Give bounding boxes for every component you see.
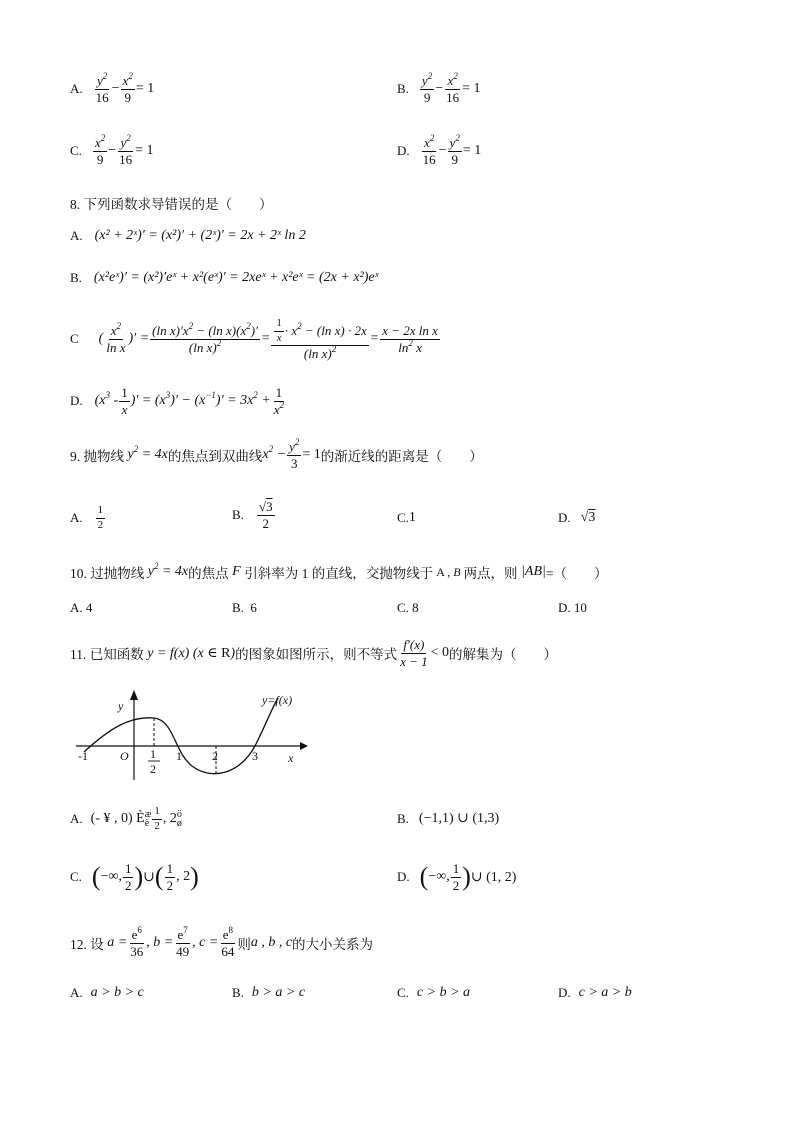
q7-option-b[interactable]: B. $\frac{y^2}{9}$ − $\frac{x^2}{16}$ = 1 [397, 71, 481, 105]
q10-option-c[interactable] [397, 600, 419, 616]
option-label: B. [232, 507, 244, 523]
y-axis-label: y [118, 699, 124, 713]
q10-option-a[interactable] [70, 600, 92, 616]
fraction: $\frac{y^2}{9}$ [421, 71, 433, 105]
equation-rhs: = 1 [135, 81, 155, 97]
equation-rhs: = 1 [462, 143, 482, 159]
q8-stem: 8. 下列函数求导错误的是（ ） [70, 197, 273, 212]
garbled-interval: (- ¥ , 0) È [90, 811, 145, 827]
q10-stem: 10. 过抛物线 $y^2 = 4x$ 的焦点 F 引斜率为 1 的直线，交抛物线于 A , B 两点，则 |AB| =（ ） [70, 561, 608, 581]
q9-stem: 9. 抛物线 $y^2 = 4x$ 的焦点到双曲线 $x^2$ − $\frac{y^2}{3}$ = 1 的渐近线的距离是（ ） [70, 437, 483, 471]
q9-option-d[interactable] [558, 510, 595, 526]
option-label: D. [558, 985, 571, 1000]
option-value: √3 [580, 510, 596, 525]
q7-option-d[interactable]: D. $\frac{x^2}{16}$ − $\frac{y^2}{9}$ = 1 [397, 133, 482, 167]
option-value: b > a > c [251, 985, 306, 1000]
tick-half-den: 2 [150, 762, 156, 776]
q12-option-b[interactable] [232, 984, 305, 1002]
option-label: C. [70, 869, 82, 885]
option-label: B. [232, 600, 244, 615]
q11-option-d[interactable]: D. ( −∞, $\frac{1}{2}$ ) ∪ (1, 2) [397, 861, 517, 893]
q8-option-a[interactable] [70, 228, 306, 244]
fraction: $\frac{e^7}{49}$ [176, 925, 190, 959]
option-value: c > a > b [578, 985, 632, 1000]
option-label: A. [70, 81, 83, 97]
fraction: $\frac{y^2}{16}$ [95, 71, 109, 105]
option-label: B. [70, 270, 82, 285]
derivative-expression: (x² + 2ˣ)′ = (x²)′ + (2ˣ)′ = 2x + 2ˣ ln 2 [94, 228, 306, 243]
fraction-root3-over-2: $\frac{√3}{2}$ [258, 499, 273, 531]
q8-option-d[interactable]: D. ($x^3$ - $\frac{1}{x}$ )′ = $(x^3)' - (x^{-1})' = 3x^2$ + $\frac{1}{x^2}$ [70, 385, 285, 417]
fraction: $\frac{\text{x − 2x ln x}}{\ln^2 x}$ [382, 323, 438, 355]
option-label: D. [70, 393, 83, 409]
option-label: D. [397, 869, 410, 885]
q7-option-c[interactable]: C. $\frac{x^2}{9}$ − $\frac{y^2}{16}$ = 1 [70, 133, 154, 167]
option-label: D. [558, 510, 571, 525]
fraction: $\frac{x^2}{9}$ [122, 71, 133, 105]
option-label: C. [397, 985, 409, 1000]
tick-1: 1 [176, 749, 182, 763]
option-label: C. [397, 510, 409, 525]
tick-neg1: -1 [78, 749, 88, 763]
fraction: $\frac{(\ln x)'x^2 - (\ln x)(x^2)'}{(\ln x)^2}$ [152, 321, 258, 355]
fraction-half: $\frac{1}{2}$ [97, 504, 104, 531]
fraction: $\frac{x^2}{9}$ [94, 133, 106, 167]
option-label: D. [558, 600, 571, 615]
option-value: 10 [573, 600, 587, 615]
tick-half-num: 1 [150, 747, 156, 761]
fraction: $\frac{e^8}{64}$ [221, 925, 235, 959]
q10-option-b[interactable] [232, 600, 257, 616]
option-label: B. [397, 81, 409, 97]
fraction: $\frac{x^2}{\text{ln x}}$ [106, 321, 126, 355]
q12-option-c[interactable] [397, 984, 470, 1002]
q8-option-b[interactable] [70, 270, 379, 286]
option-label: A. [70, 985, 83, 1000]
option-label: A. [70, 811, 83, 827]
option-label: C [70, 331, 79, 347]
q11-stem: 11. 已知函数 y = f(x) (x ∈ R) 的图象如图所示，则不等式 $\frac{f'(x)}{x - 1}$ < 0 的解集为（ ） [70, 637, 558, 669]
option-label: C. [397, 600, 409, 615]
fraction: $\frac{y^2}{9}$ [449, 133, 460, 167]
option-label: B. [397, 810, 409, 826]
option-label: A. [70, 510, 83, 526]
q7-option-a[interactable]: A. $\frac{y^2}{16}$ − $\frac{x^2}{9}$ = 1 [70, 71, 155, 105]
q9-option-c[interactable] [397, 510, 416, 526]
fraction: $\frac{1}{x^2}$ [273, 385, 285, 417]
fraction: $\frac{1}{x}$ [121, 385, 128, 417]
fraction: $\frac{x^2}{16}$ [446, 71, 460, 105]
q9-option-b[interactable] [232, 500, 276, 530]
q8-option-c[interactable]: C ( $\frac{x^2}{\text{ln x}}$ )′ = $\frac{(\ln x)'x^2 - (\ln x)(x^2)'}{(\ln x)^2}$ = $\frac{1}{x}$ · $x^2 - (\ln$ x) · 2x (ln x)$^2$ = $\frac{\text{x − 2x ln x}}{\ln^2 x}$ [70, 317, 438, 362]
q9-option-a[interactable] [70, 505, 106, 531]
option-label: C. [70, 143, 82, 159]
fraction: $\frac{y^2}{16}$ [119, 133, 133, 167]
fraction: $\frac{f'(x)}{x - 1}$ [400, 637, 428, 669]
equation-rhs: = 1 [135, 143, 154, 159]
option-value: c > b > a [416, 985, 471, 1000]
option-value: (−1,1) ∪ (1,3) [418, 811, 500, 826]
origin-label: O [120, 749, 129, 763]
fraction: $\frac{y^2}{3}$ [289, 437, 300, 471]
option-value: 4 [85, 600, 93, 615]
option-label: A. [70, 600, 83, 615]
q12-option-a[interactable] [70, 984, 144, 1002]
x-axis-label: x [288, 751, 294, 765]
q11-option-c[interactable]: C. ( −∞, $\frac{1}{2}$ ) ∪ ( $\frac{1}{2}$ , 2 ) [70, 861, 199, 893]
derivative-expression: (x²eˣ)′ = (x²)′eˣ + x²(eˣ)′ = 2xeˣ + x²eˣ = (2x + x²)eˣ [93, 270, 379, 285]
fraction: $\frac{x^2}{16}$ [422, 133, 436, 167]
option-value: 6 [250, 600, 257, 615]
option-label: D. [397, 143, 410, 159]
fraction: $\frac{e^6}{36}$ [130, 925, 144, 959]
option-value: a > b > c [90, 985, 144, 1000]
q11-option-b[interactable] [397, 810, 499, 827]
curve-label: y=f(x) [262, 693, 293, 707]
q12-stem: 12. 设 a = $\frac{e^6}{36}$ , b = $\frac{e^7}{49}$ , c = $\frac{e^8}{64}$ 则 a , b , c 的大小关系为 [70, 925, 374, 959]
option-value: 8 [412, 600, 419, 615]
option-label: B. [232, 985, 244, 1000]
option-value: 1 [408, 510, 416, 525]
fraction: $\frac{1}{x}$ · $x^2 - (\ln$ x) · 2x (ln x)$^2$ [271, 318, 368, 361]
q12-option-d[interactable] [558, 984, 632, 1002]
q10-option-d[interactable] [558, 600, 587, 616]
tick-2: 2 [212, 749, 218, 763]
option-label: A. [70, 228, 83, 243]
tick-3: 3 [252, 749, 258, 763]
q11-option-a[interactable]: A. (- ¥ , 0) È æ è $\frac{1}{2}$ , 2 ö ø [70, 805, 182, 832]
function-graph [70, 688, 310, 780]
equation-rhs: = 1 [462, 81, 481, 97]
